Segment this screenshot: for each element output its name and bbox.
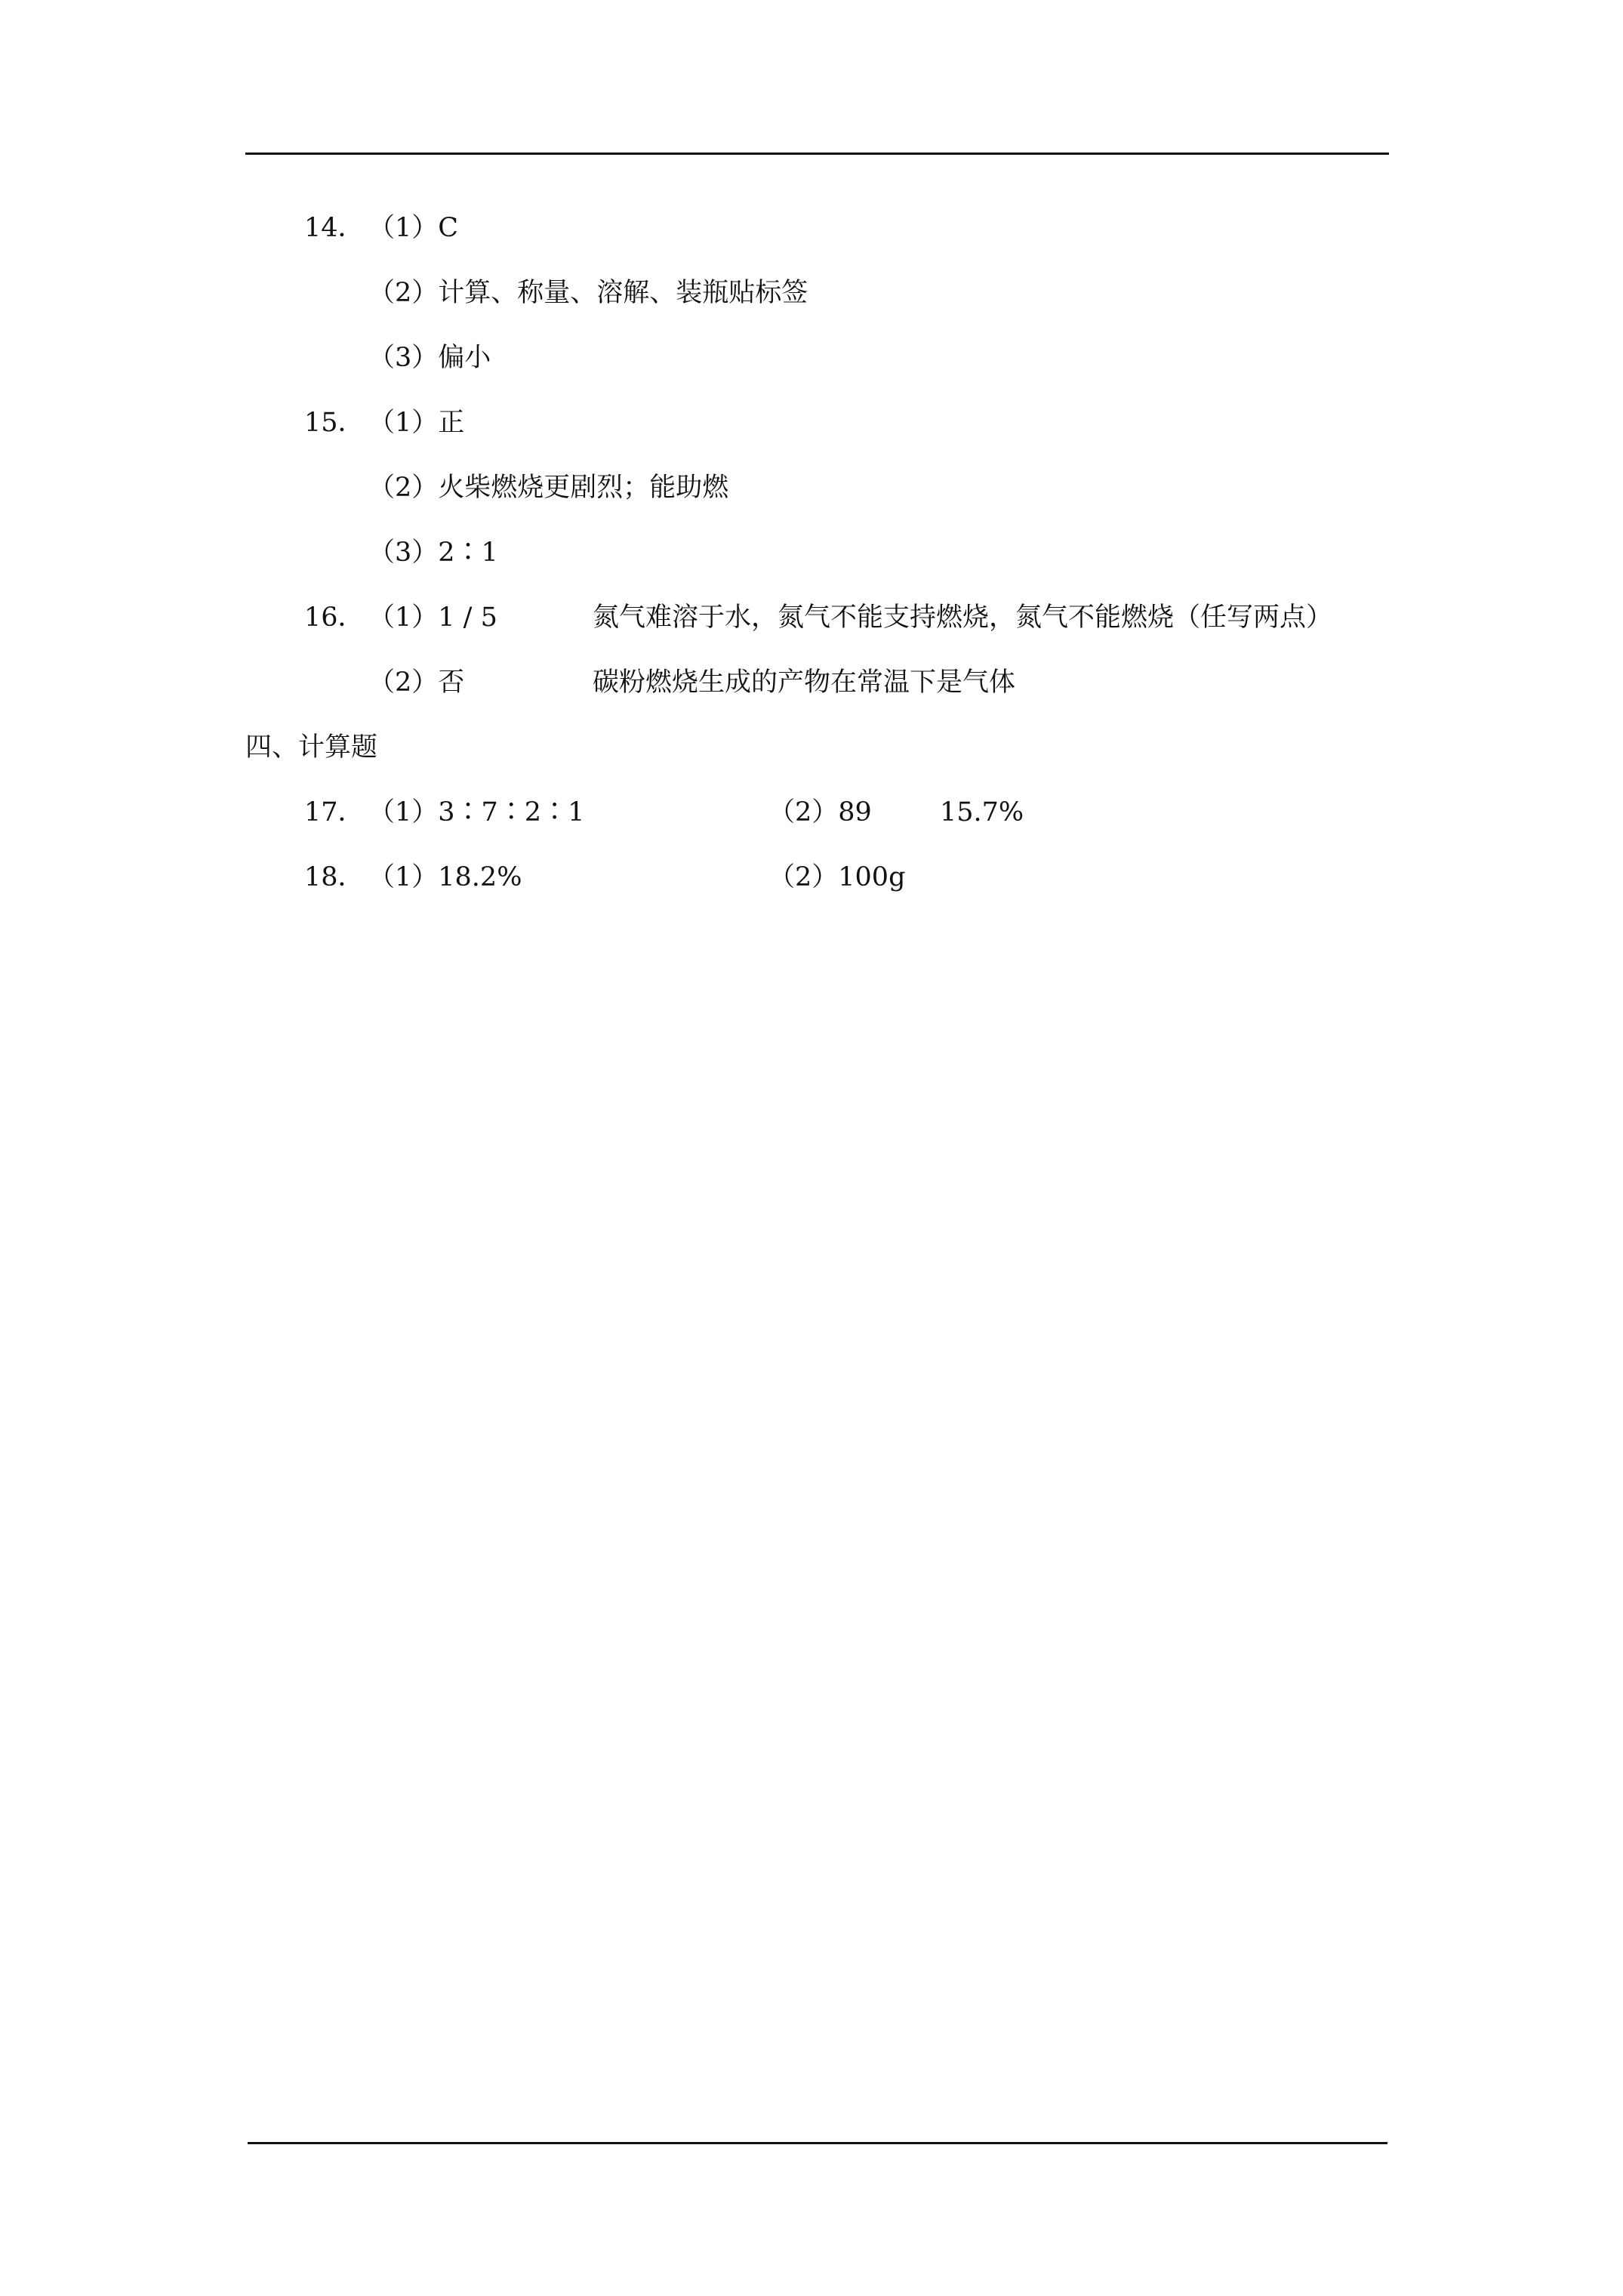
q14-part3: （3）偏小 [368, 343, 491, 373]
section-heading: 四、计算题 [245, 732, 378, 763]
q15-number: 15． [304, 408, 365, 438]
q18-number: 18． [304, 862, 365, 892]
q15-part2: （2）火柴燃烧更剧烈；能助燃 [368, 473, 729, 503]
q14-part2: （2）计算、称量、溶解、装瓶贴标签 [368, 278, 808, 308]
q16-part2-answer: （2）否 [368, 667, 465, 698]
q17-part1: （1）3∶7∶2∶1 [368, 797, 585, 827]
footer-rule [248, 2142, 1387, 2144]
q16-number: 16． [304, 603, 365, 633]
q16-part2-reason: 碳粉燃烧生成的产物在常温下是气体 [593, 667, 1016, 698]
q15-part1: （1）正 [368, 408, 465, 438]
q14-part1: （1）C [368, 213, 459, 243]
q16-part1-answer: （1）1 / 5 [368, 603, 497, 633]
q16-part1-reason: 氮气难溶于水，氮气不能支持燃烧，氮气不能燃烧（任写两点） [593, 603, 1333, 633]
q15-part3: （3）2∶1 [368, 538, 498, 568]
header-rule [245, 153, 1389, 155]
q14-number: 14． [304, 213, 365, 243]
q17-part2-percent: 15.7% [940, 797, 1024, 827]
q18-part1: （1）18.2% [368, 862, 522, 892]
q17-part2-answer: （2）89 [768, 797, 872, 827]
q17-number: 17． [304, 797, 365, 827]
q18-part2: （2）100g [768, 862, 906, 892]
